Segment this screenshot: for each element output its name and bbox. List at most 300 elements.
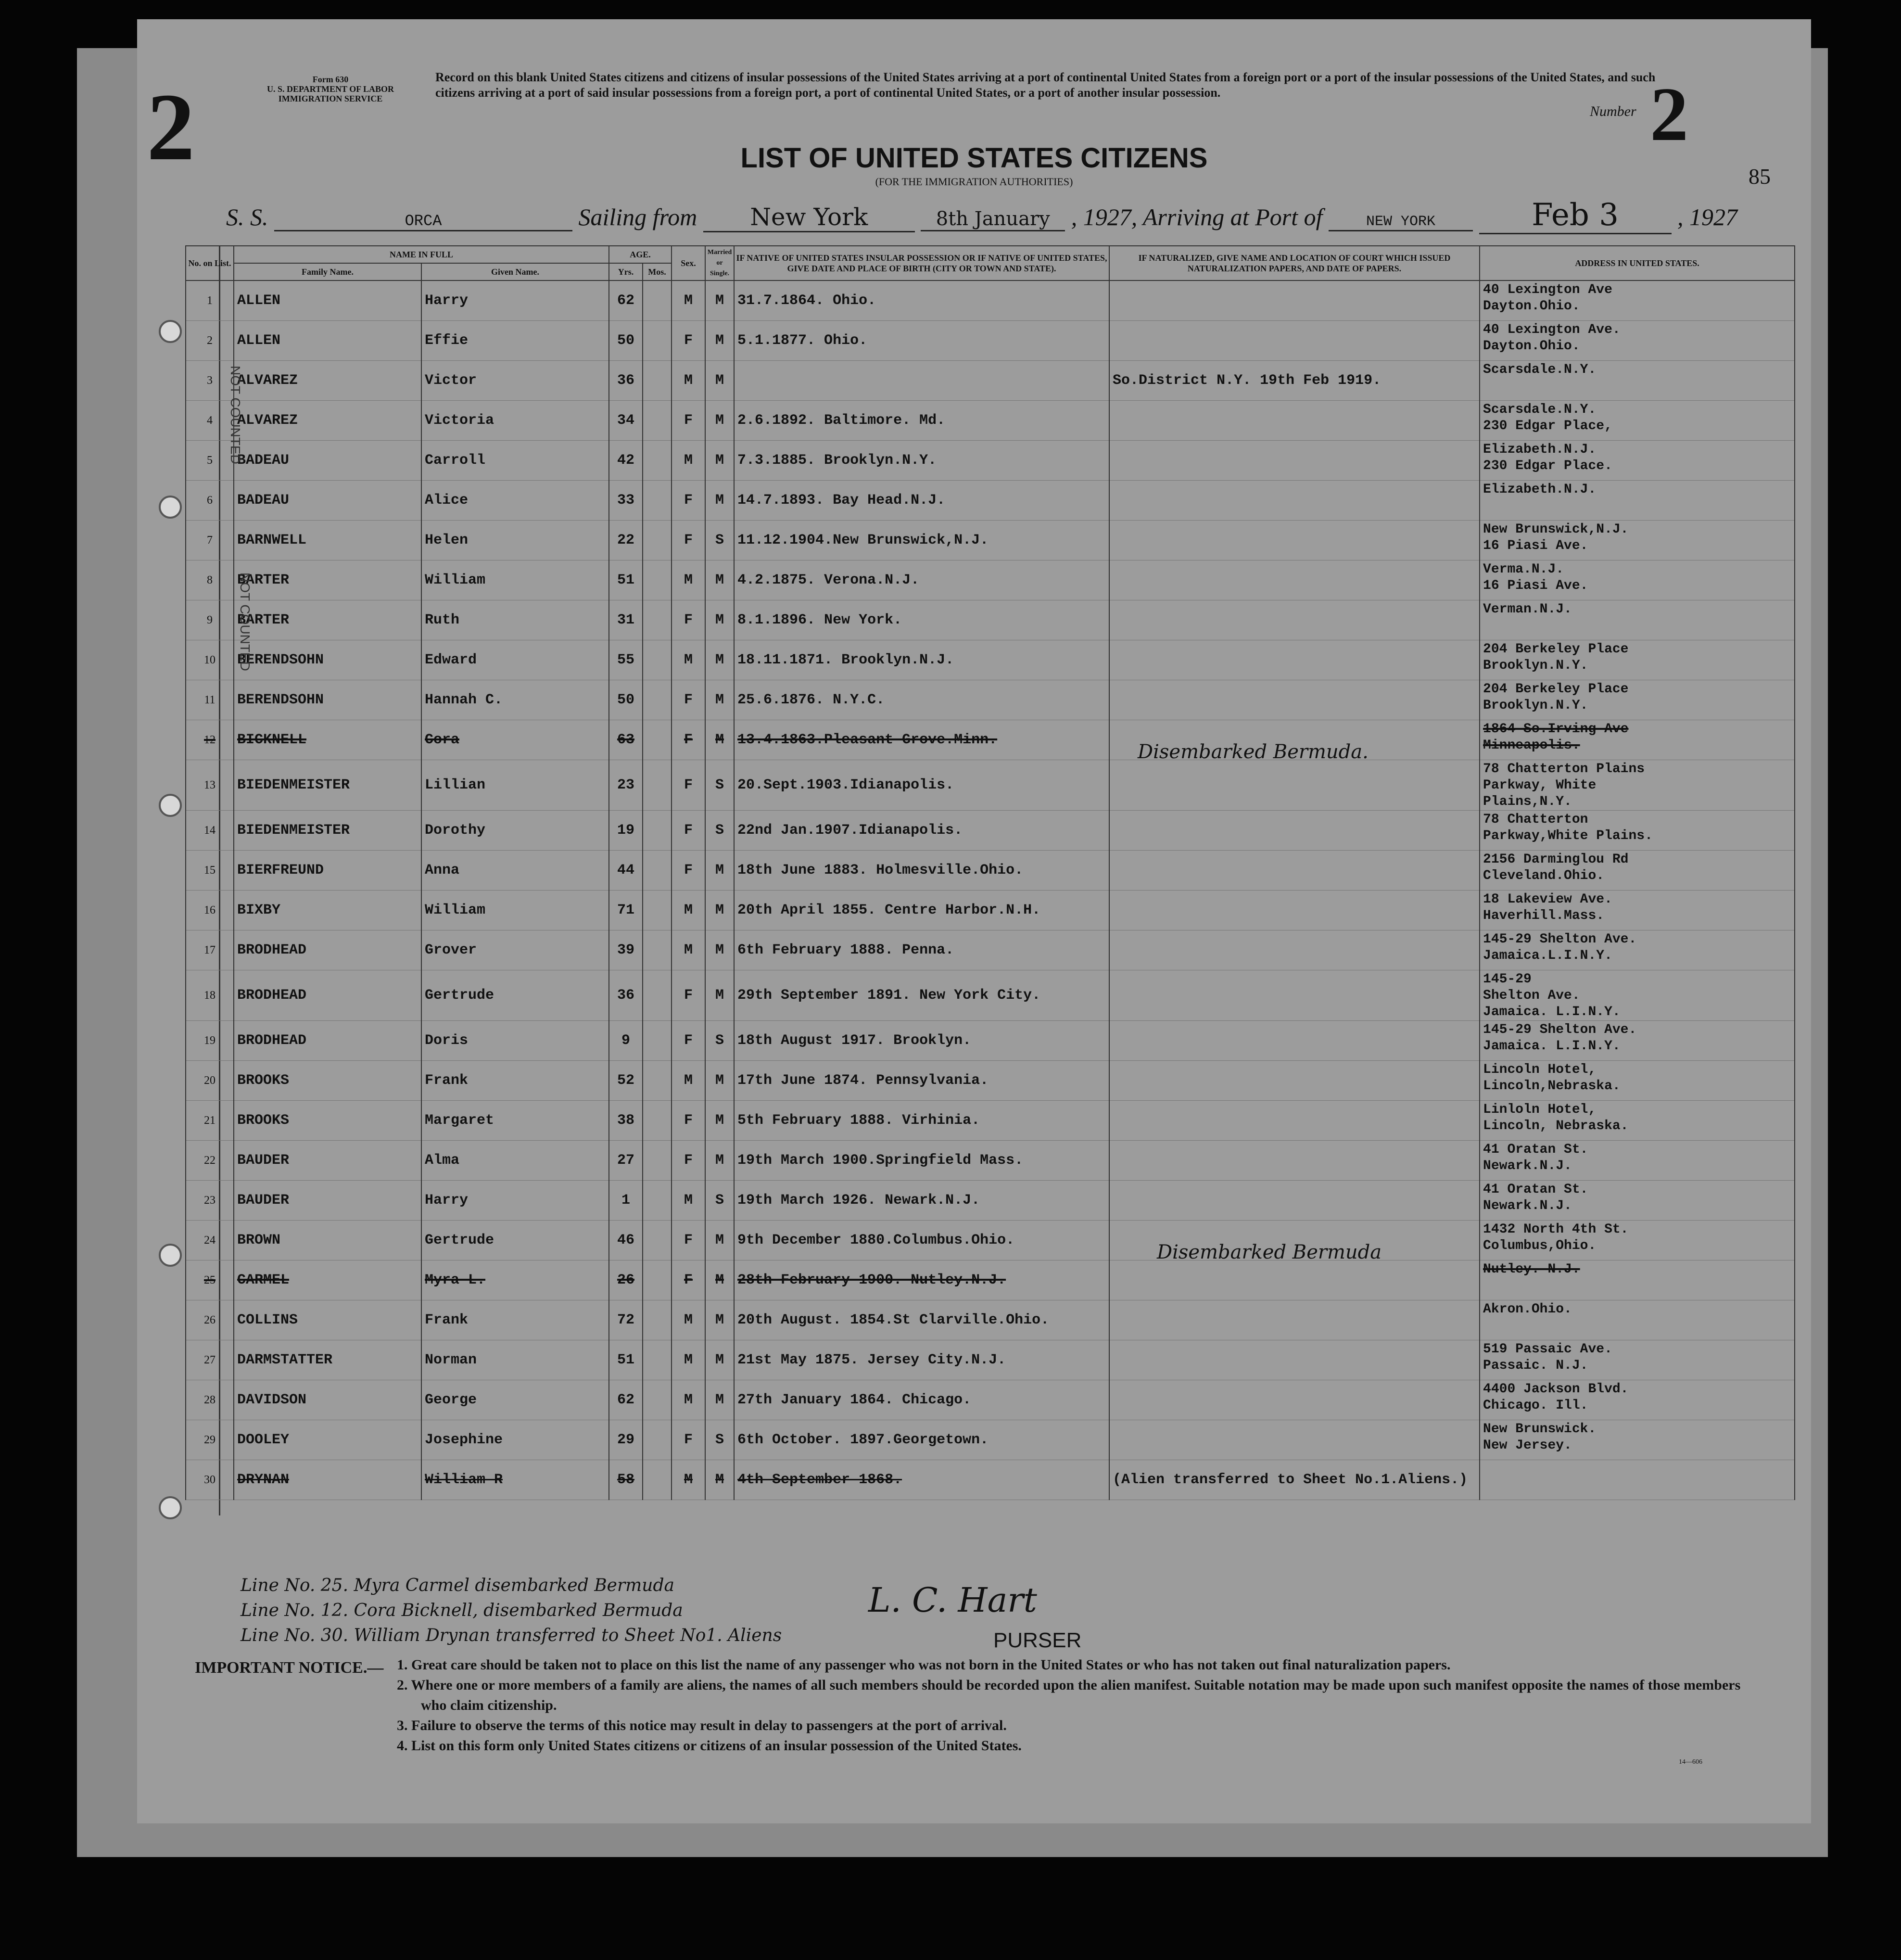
cell-family: DARMSTATTER [234,1340,421,1380]
cell-addr: Verman.N.J. [1480,600,1795,640]
cell-given: Alice [421,481,609,521]
cell-mos [643,1221,672,1260]
table-row [186,891,1795,930]
cell-nat [1109,1300,1480,1340]
cell-given: Margaret [421,1101,609,1141]
cell-birth: 4th September 1868. [734,1460,1109,1500]
cell-age: 50 [609,321,643,361]
cell-family: BROOKS [234,1101,421,1141]
voyage-line [226,197,1737,234]
page-number: 85 [1749,164,1771,189]
cell-age: 42 [609,441,643,481]
cell-age: 52 [609,1061,643,1101]
cell-nat [1109,321,1480,361]
cell-family: BIERFREUND [234,851,421,891]
cell-mos [643,640,672,680]
cell-mos [643,401,672,441]
handwritten-notes: Line No. 25. Myra Carmel disembarked Bermuda Line No. 12. Cora Bicknell, disembarked Bermuda Line No. 30. William Drynan transferred to Sheet No1. Aliens [241,1576,782,1645]
departure-port: New York [703,203,915,232]
cell-sex: F [672,481,705,521]
cell-mar: M [705,321,734,361]
notice-item: 3. Failure to observe the terms of this notice may result in delay to passengers at the port of arrival. [397,1718,1007,1733]
cell-nat [1109,891,1480,930]
cell-given: Grover [421,930,609,970]
cell-age: 71 [609,891,643,930]
cell-birth: 21st May 1875. Jersey City.N.J. [734,1340,1109,1380]
cell-mar: M [705,1101,734,1141]
cell-no: 26 [186,1300,234,1340]
cell-nat [1109,1141,1480,1181]
cell-addr: 41 Oratan St. Newark.N.J. [1480,1181,1795,1221]
cell-addr: 204 Berkeley Place Brooklyn.N.Y. [1480,680,1795,720]
sail-year-text: , 1927, Arriving at Port of [1071,204,1323,230]
cell-mos [643,1300,672,1340]
cell-sex: M [672,1061,705,1101]
cell-mos [643,970,672,1021]
cell-given: Cora [421,720,609,760]
cell-given: Doris [421,1021,609,1061]
col-mos: Mos. [643,263,672,280]
col-age: AGE. [609,246,672,263]
cell-no: 9 [186,600,234,640]
cell-mar: M [705,1061,734,1101]
cell-family: BERENDSOHN [234,640,421,680]
cell-birth: 18th August 1917. Brooklyn. [734,1021,1109,1061]
cell-addr: 41 Oratan St. Newark.N.J. [1480,1141,1795,1181]
cell-mar: S [705,1181,734,1221]
cell-sex: M [672,1340,705,1380]
cell-nat [1109,481,1480,521]
cell-birth: 8.1.1896. New York. [734,600,1109,640]
manifest-table [185,245,1795,1500]
sailing-label: Sailing from [578,204,697,230]
notice-heading: IMPORTANT NOTICE.— [195,1659,384,1677]
table-row [186,1460,1795,1500]
table-row [186,361,1795,401]
table-row [186,1340,1795,1380]
col-address: ADDRESS IN UNITED STATES. [1480,246,1795,280]
cell-mar: M [705,361,734,401]
cell-mar: M [705,441,734,481]
cell-sex: F [672,720,705,760]
table-row [186,1300,1795,1340]
cell-no: 3 [186,361,234,401]
binder-hole [159,496,182,519]
cell-nat [1109,1420,1480,1460]
cell-no: 7 [186,521,234,560]
cell-birth: 18th June 1883. Holmesville.Ohio. [734,851,1109,891]
cell-birth: 4.2.1875. Verona.N.J. [734,560,1109,600]
cell-sex: M [672,361,705,401]
cell-mar: M [705,1380,734,1420]
cell-family: COLLINS [234,1300,421,1340]
cell-mar: M [705,560,734,600]
cell-birth: 13.4.1863.Pleasant Grove.Minn. [734,720,1109,760]
ship-name: ORCA [274,212,572,231]
cell-sex: M [672,1380,705,1420]
cell-given: Victor [421,361,609,401]
cell-sex: F [672,1021,705,1061]
cell-addr: 40 Lexington Ave Dayton.Ohio. [1480,280,1795,321]
cell-nat [1109,970,1480,1021]
cell-no: 4 [186,401,234,441]
cell-no: 17 [186,930,234,970]
cell-birth: 11.12.1904.New Brunswick,N.J. [734,521,1109,560]
table-row [186,1260,1795,1300]
cell-nat [1109,441,1480,481]
cell-age: 36 [609,970,643,1021]
cell-birth: 6th October. 1897.Georgetown. [734,1420,1109,1460]
cell-nat [1109,1181,1480,1221]
table-row [186,1380,1795,1420]
cell-sex: F [672,1141,705,1181]
cell-sex: M [672,891,705,930]
cell-mos [643,521,672,560]
cell-addr: 78 Chatterton Plains Parkway, White Plains,N.Y. [1480,760,1795,811]
table-row [186,481,1795,521]
cell-sex: M [672,930,705,970]
cell-addr: Elizabeth.N.J. 230 Edgar Place. [1480,441,1795,481]
cell-sex: F [672,521,705,560]
cell-birth: 25.6.1876. N.Y.C. [734,680,1109,720]
table-row [186,760,1795,811]
cell-no: 25 [186,1260,234,1300]
cell-mos [643,1021,672,1061]
cell-age: 72 [609,1300,643,1340]
cell-given: Harry [421,280,609,321]
cell-given: Norman [421,1340,609,1380]
manifest-page [137,19,1811,1823]
cell-mar: M [705,930,734,970]
cell-mos [643,680,672,720]
cell-mar: M [705,280,734,321]
cell-nat [1109,1021,1480,1061]
not-counted-stamp: NOT COUNTED [228,366,243,464]
cell-given: Frank [421,1300,609,1340]
cell-family: ALLEN [234,280,421,321]
cell-sex: F [672,1221,705,1260]
binder-hole [159,1496,182,1519]
cell-sex: F [672,1260,705,1300]
cell-addr: Scarsdale.N.Y. 230 Edgar Place, [1480,401,1795,441]
cell-family: DAVIDSON [234,1380,421,1420]
cell-mos [643,930,672,970]
cell-mos [643,560,672,600]
table-row [186,970,1795,1021]
cell-addr: 1432 North 4th St. Columbus,Ohio. [1480,1221,1795,1260]
cell-addr: 1864 So.Irving Ave Minneapolis. [1480,720,1795,760]
cell-sex: F [672,680,705,720]
cell-nat [1109,401,1480,441]
col-married: Married or Single. [705,246,734,280]
cell-mos [643,760,672,811]
cell-given: Myra L. [421,1260,609,1300]
table-row [186,1101,1795,1141]
cell-birth: 20th August. 1854.St Clarville.Ohio. [734,1300,1109,1340]
cell-age: 19 [609,811,643,851]
cell-nat [1109,521,1480,560]
cell-birth: 18.11.1871. Brooklyn.N.J. [734,640,1109,680]
form-big-number: 2 [147,74,195,180]
cell-sex: M [672,1460,705,1500]
annotation-row-12: Disembarked Bermuda. [1138,741,1369,763]
cell-mos [643,851,672,891]
cell-age: 23 [609,760,643,811]
cell-sex: F [672,1101,705,1141]
cell-nat [1109,1260,1480,1300]
cell-mar: S [705,811,734,851]
cell-no: 14 [186,811,234,851]
cell-mos [643,1420,672,1460]
table-row [186,1221,1795,1260]
cell-family: BARTER [234,600,421,640]
cell-family: BIXBY [234,891,421,930]
cell-family: BROWN [234,1221,421,1260]
col-family-name: Family Name. [234,263,421,280]
purser-signature: L. C. Hart [868,1580,1037,1620]
cell-sex: M [672,1181,705,1221]
table-row [186,640,1795,680]
cell-mar: M [705,481,734,521]
cell-family: BIEDENMEISTER [234,760,421,811]
not-counted-stamp: NOT COUNTED [238,573,253,671]
cell-nat [1109,600,1480,640]
cell-no: 20 [186,1061,234,1101]
table-row [186,280,1795,321]
cell-addr: 40 Lexington Ave. Dayton.Ohio. [1480,321,1795,361]
cell-family: ALVAREZ [234,401,421,441]
cell-no: 1 [186,280,234,321]
cell-addr: 145-29 Shelton Ave. Jamaica. L.I.N.Y. [1480,970,1795,1021]
cell-addr: 2156 Darminglou Rd Cleveland.Ohio. [1480,851,1795,891]
cell-given: Josephine [421,1420,609,1460]
cell-sex: F [672,1420,705,1460]
cell-no: 21 [186,1101,234,1141]
cell-addr: Akron.Ohio. [1480,1300,1795,1340]
cell-addr: Linloln Hotel, Lincoln, Nebraska. [1480,1101,1795,1141]
cell-mos [643,361,672,401]
table-row [186,680,1795,720]
cell-age: 62 [609,280,643,321]
cell-no: 2 [186,321,234,361]
cell-family: DRYNAN [234,1460,421,1500]
cell-nat [1109,1101,1480,1141]
cell-no: 24 [186,1221,234,1260]
cell-family: ALLEN [234,321,421,361]
cell-sex: F [672,970,705,1021]
cell-given: Ruth [421,600,609,640]
cell-mar: S [705,1420,734,1460]
arrival-year: , 1927 [1677,204,1737,230]
cell-family: BROOKS [234,1061,421,1101]
cell-mar: S [705,521,734,560]
cell-given: Harry [421,1181,609,1221]
cell-nat [1109,1061,1480,1101]
cell-given: Alma [421,1141,609,1181]
cell-mar: M [705,680,734,720]
cell-addr: 204 Berkeley Place Brooklyn.N.Y. [1480,640,1795,680]
cell-mos [643,720,672,760]
cell-mar: M [705,1260,734,1300]
number-label: Number [1590,103,1636,119]
cell-addr: 145-29 Shelton Ave. Jamaica.L.I.N.Y. [1480,930,1795,970]
print-code: 14—606 [1679,1758,1702,1766]
cell-age: 44 [609,851,643,891]
cell-mar: M [705,851,734,891]
cell-no: 11 [186,680,234,720]
cell-age: 27 [609,1141,643,1181]
cell-no: 8 [186,560,234,600]
cell-age: 1 [609,1181,643,1221]
cell-mos [643,321,672,361]
cell-nat [1109,640,1480,680]
cell-no: 23 [186,1181,234,1221]
cell-age: 50 [609,680,643,720]
cell-given: William [421,891,609,930]
cell-age: 51 [609,560,643,600]
cell-given: George [421,1380,609,1420]
cell-age: 55 [609,640,643,680]
cell-sex: F [672,401,705,441]
cell-nat: (Alien transferred to Sheet No.1.Aliens.) [1109,1460,1480,1500]
cell-mos [643,600,672,640]
cell-no: 18 [186,970,234,1021]
cell-given: Dorothy [421,811,609,851]
cell-age: 22 [609,521,643,560]
cell-age: 26 [609,1260,643,1300]
cell-addr: Verma.N.J. 16 Piasi Ave. [1480,560,1795,600]
table-row [186,1141,1795,1181]
cell-nat [1109,760,1480,811]
cell-addr: Scarsdale.N.Y. [1480,361,1795,401]
cell-addr: 18 Lakeview Ave. Haverhill.Mass. [1480,891,1795,930]
cell-mar: M [705,1221,734,1260]
cell-no: 5 [186,441,234,481]
cell-given: Gertrude [421,1221,609,1260]
cell-mos [643,1101,672,1141]
cell-family: BRODHEAD [234,1021,421,1061]
col-name-in-full: NAME IN FULL [234,246,609,263]
cell-birth: 17th June 1874. Pennsylvania. [734,1061,1109,1101]
cell-sex: F [672,760,705,811]
table-row [186,521,1795,560]
col-birth: IF NATIVE OF UNITED STATES INSULAR POSSESSION OR IF NATIVE OF UNITED STATES, GIVE DATE AND PLACE OF BIRTH (CITY OR TOWN AND STATE). [734,246,1109,280]
binder-hole [159,320,182,343]
cell-age: 34 [609,401,643,441]
cell-no: 6 [186,481,234,521]
cell-birth: 2.6.1892. Baltimore. Md. [734,401,1109,441]
cell-given: Helen [421,521,609,560]
arrival-port: NEW YORK [1329,214,1473,231]
cell-birth: 28th February 1900. Nutley.N.J. [734,1260,1109,1300]
departure-date: 8th January [921,208,1065,231]
form-instruction: Record on this blank United States citizens and citizens of insular possessions of the United States arriving at a port of continental United States from a foreign port or a port of the insular possessions of the United States, and such citizens arriving at a port of said insular possessions from a foreign port, a port of continental United States, or a port of another insular possession. [435,70,1656,100]
cell-no: 16 [186,891,234,930]
cell-family: BADEAU [234,441,421,481]
cell-mos [643,1460,672,1500]
table-row [186,321,1795,361]
cell-mar: S [705,1021,734,1061]
cell-age: 9 [609,1021,643,1061]
table-row [186,811,1795,851]
cell-no: 13 [186,760,234,811]
cell-mos [643,811,672,851]
cell-sex: M [672,560,705,600]
cell-mar: M [705,1340,734,1380]
table-row [186,720,1795,760]
cell-age: 46 [609,1221,643,1260]
cell-mar: M [705,720,734,760]
table-row [186,1061,1795,1101]
table-row [186,1181,1795,1221]
cell-no: 29 [186,1420,234,1460]
cell-birth: 9th December 1880.Columbus.Ohio. [734,1221,1109,1260]
table-row [186,851,1795,891]
cell-family: BICKNELL [234,720,421,760]
cell-mos [643,481,672,521]
cell-age: 51 [609,1340,643,1380]
cell-sex: M [672,280,705,321]
page-title: LIST OF UNITED STATES CITIZENS [740,142,1208,174]
table-row [186,600,1795,640]
cell-mar: M [705,1460,734,1500]
cell-birth: 27th January 1864. Chicago. [734,1380,1109,1420]
page-subtitle: (FOR THE IMMIGRATION AUTHORITIES) [875,176,1073,188]
cell-given: Lillian [421,760,609,811]
cell-age: 36 [609,361,643,401]
cell-sex: F [672,600,705,640]
cell-nat [1109,680,1480,720]
cell-mos [643,1380,672,1420]
cell-birth: 31.7.1864. Ohio. [734,280,1109,321]
cell-mos [643,1141,672,1181]
col-no: No. on List. [186,246,234,280]
cell-addr: Lincoln Hotel, Lincoln,Nebraska. [1480,1061,1795,1101]
table-row [186,1420,1795,1460]
cell-nat [1109,851,1480,891]
notice-item: 1. Great care should be taken not to place on this list the name of any passenger who was not born in the United States or who has not taken out final naturalization papers. [397,1657,1451,1673]
cell-family: BRODHEAD [234,930,421,970]
cell-given: William R [421,1460,609,1500]
cell-birth: 20th April 1855. Centre Harbor.N.H. [734,891,1109,930]
cell-mos [643,1181,672,1221]
cell-birth: 5.1.1877. Ohio. [734,321,1109,361]
cell-birth [734,361,1109,401]
cell-mos [643,1260,672,1300]
cell-mar: M [705,640,734,680]
cell-mar: M [705,1300,734,1340]
cell-addr: 145-29 Shelton Ave. Jamaica. L.I.N.Y. [1480,1021,1795,1061]
cell-mar: M [705,600,734,640]
cell-addr [1480,1460,1795,1500]
notice-list [397,1655,1744,1756]
cell-family: ALVAREZ [234,361,421,401]
cell-given: Gertrude [421,970,609,1021]
cell-family: DOOLEY [234,1420,421,1460]
cell-family: BAUDER [234,1181,421,1221]
binder-hole [159,794,182,817]
cell-mos [643,1340,672,1380]
number-value: 2 [1650,71,1688,157]
cell-given: William [421,560,609,600]
cell-nat [1109,560,1480,600]
form-label: Form 630 U. S. DEPARTMENT OF LABOR IMMIGRATION SERVICE [267,75,394,103]
cell-no: 15 [186,851,234,891]
cell-nat [1109,930,1480,970]
table-row [186,930,1795,970]
cell-mar: M [705,401,734,441]
col-naturalized: IF NATURALIZED, GIVE NAME AND LOCATION OF COURT WHICH ISSUED NATURALIZATION PAPERS, AND DATE OF PAPERS. [1109,246,1480,280]
